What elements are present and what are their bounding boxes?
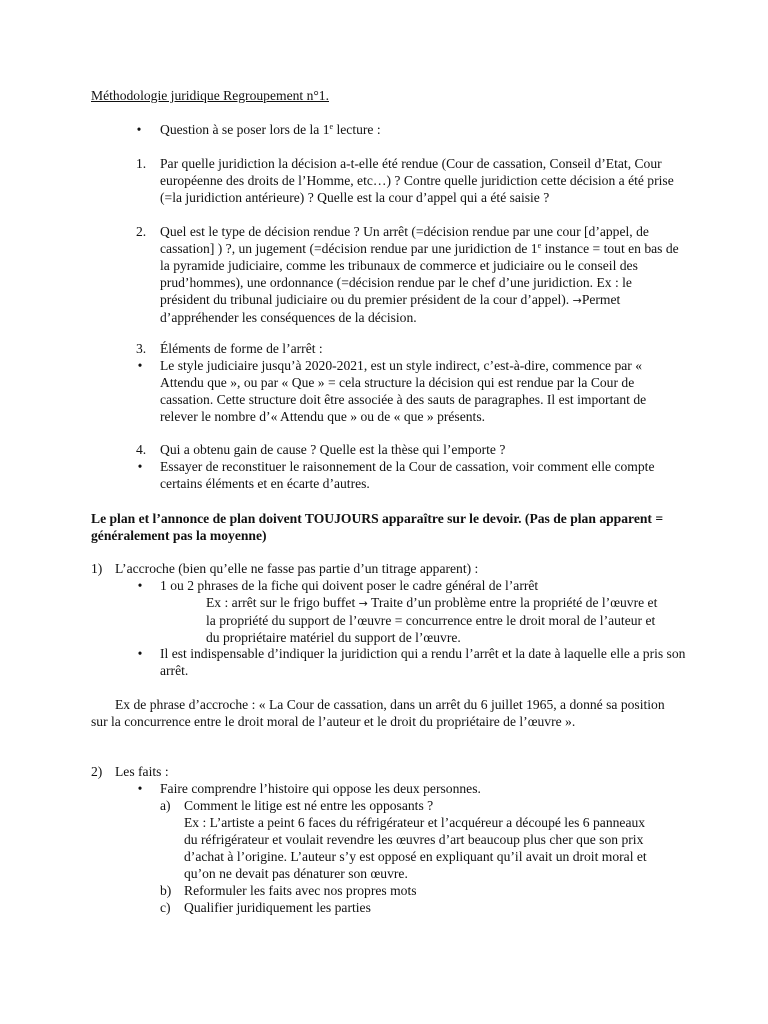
arrow-right-icon: → xyxy=(358,597,368,610)
document-page: Méthodologie juridique Regroupement n°1. • Question à se poser lors de la 1e lecture : 1. Par quelle juridiction la décision a-t-elle été rendue (Cour de cassation, Conseil d’Etat, Cour européenne des droits de l’Homme, etc…) ? Contre quelle juridiction cette décision a été prise (=la juridiction antérieure) ? Quelle est la cour d’appel qui a été saisie ? 2. Quel est le type de décision rendue ? Un arrêt (=décision rendue par une cour [d’appel, de cassation] ) ?, un jugement (=décision rendue par une juridiction de 1e instance = tout en bas de la pyramide judiciaire, comme les tribunaux de commerce et judiciaire ou le conseil des prud’hommes), une ordonnance (=décision rendue par le chef d’une juridiction. Ex : le président du tribunal judiciaire ou du premier président de la cour d’appel). →Permet d’appréhender les conséquences de la décision. 3. Éléments de forme de l’arrêt : • Le style judiciaire jusqu’à 2020-2021, est un style indirect, c’est-à-dire, commence par « Attendu que », ou par « Que » = cela structure la décision qui est rendue par la Cour de cassation. Cette structure doit être associée à des sauts de paragraphes. Il est important de relever le nombre d’« Attendu que » ou de « que » présents. 4. Qui a obtenu gain de cause ? Quelle est la thèse qui l’emporte ? • Essayer de reconstituer le raisonnement de la Cour de cassation, voir comment elle compte certains éléments et en écarte d’autres. Le plan et l’annonce de plan doivent TOUJOURS apparaître sur le devoir. (Pas de plan apparent = généralement pas la moyenne) 1) L’accroche (bien qu’elle ne fasse pas partie d’un titrage apparent) : • 1 ou 2 phrases de la fiche qui doivent poser le cadre général de l’arrêt Ex : arrêt sur le frigo buffet → Traite d’un problème entre la propriété de l’œuvre et la propriété du support de l’œuvre = concurrence entre le droit moral de l’auteur et du propriétaire matériel du support de l’œuvre. • Il est indispensable d’indiquer la juridiction qui a rendu l’arrêt et la date à laquelle elle a pris son arrêt. Ex de phrase d’accroche : « La Cour de cassation, dans un arrêt du 6 juillet 1965, a donné sa position sur la concurrence entre le droit moral de l’auteur et le droit du propriétaire de l’œuvre ». 2) Les faits : • Faire comprendre l’histoire qui oppose les deux personnes. a) Comment le litige est né entre les opposants ? Ex : L’artiste a peint 6 faces du réfrigérateur et l’acquéreur a découpé les 6 panneaux du réfrigérateur et voulait revendre les œuvres d’art beaucoup plus cher que son prix d’achat à l’origine. L’auteur s’y est opposé en expliquant qu’il avait un droit moral et qu’on ne devait pas dénaturer son œuvre. b) Reformuler les faits avec nos propres mots c) Qualifier juridiquement les parties xyxy=(0,0,768,1024)
bullet-icon: • xyxy=(137,459,143,474)
bold-note: Le plan et l’annonce de plan doivent TOUJOURS apparaître sur le devoir. (Pas de plan apparent = généralement pas la moyenne) xyxy=(91,511,664,543)
example-paragraph: Ex de phrase d’accroche : « La Cour de cassation, dans un arrêt du 6 juillet 1965, a donné sa position sur la concurrence entre le droit moral de l’auteur et le droit du propriétaire de l’œuvre ». xyxy=(91,697,665,729)
bullet-icon: • xyxy=(137,358,143,373)
bullet-icon: • xyxy=(137,781,143,796)
bullet-icon: • xyxy=(136,122,142,137)
arrow-right-icon: → xyxy=(572,294,582,307)
bullet-icon: • xyxy=(137,646,143,661)
bullet-icon: • xyxy=(137,578,143,593)
page-title: Méthodologie juridique Regroupement n°1. xyxy=(91,88,329,103)
